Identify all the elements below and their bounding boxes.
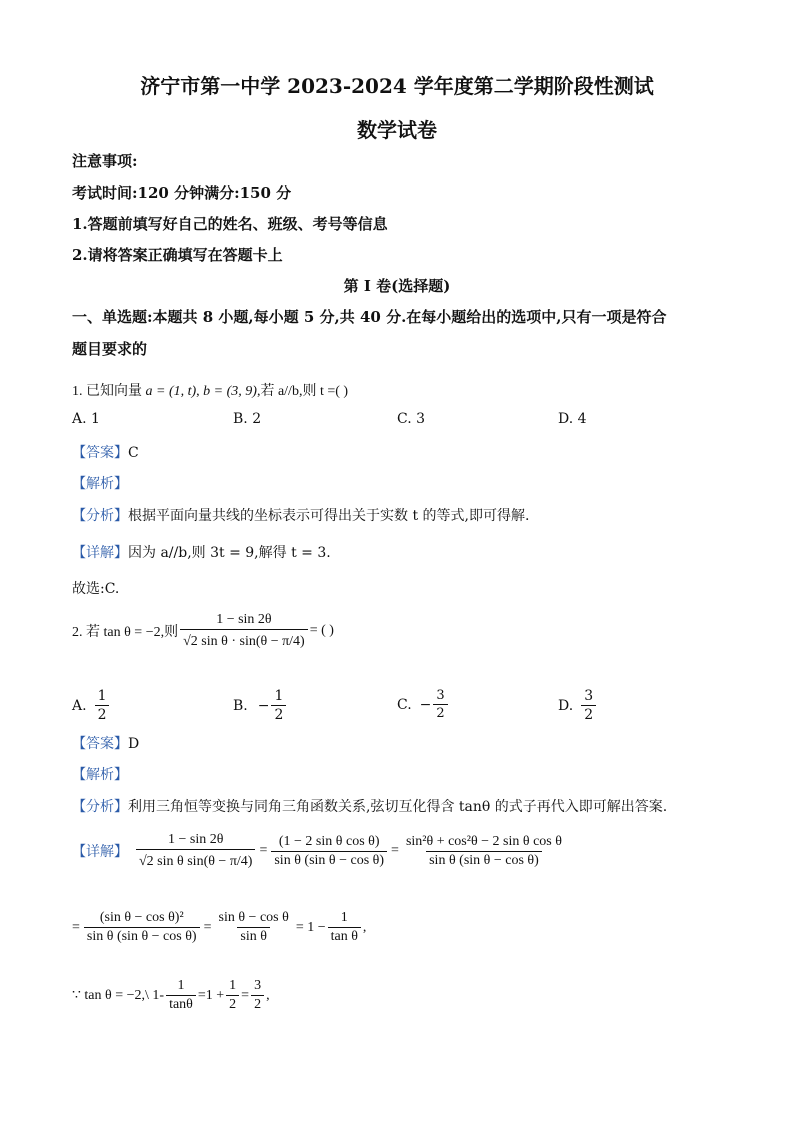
page-title: 济宁市第一中学 2023-2024 学年度第二学期阶段性测试 [140,74,654,98]
q1-sep: , [196,384,200,399]
q2-fenxi-text: 利用三角恒等变换与同角三角函数关系,弦切互化得含 tanθ 的式子再代入即可解出答案. [128,799,668,815]
q2-option-a-num: 1 [97,688,107,704]
q2-step4-fraction [84,910,200,945]
q2-step3-den: sin θ (sin θ − cos θ) [426,851,542,869]
q1-vector-a: a = (1, t) [145,384,197,399]
q2-final-fraction-1 [166,978,196,1013]
q2-answer [72,733,139,753]
q2-option-a-label: A. [72,697,87,714]
q2-fenxi-label: 【分析】 [72,799,128,815]
q1-xiangjie-text: 因为 a//b,则 3t = 9,解得 t = 3. [128,545,331,561]
q2-answer-value: D [128,736,140,752]
q1-xiangjie [72,542,331,562]
q2-final-num3: 3 [254,978,262,993]
q1-option-a: A. 1 [72,411,100,427]
section-instruction-2: 题目要求的 [72,340,148,358]
notes-heading: 注意事项: [72,152,138,170]
q1-fenxi-label: 【分析】 [72,508,128,524]
q2-answer-label: 【答案】 [72,736,128,752]
q2-final-num2: 1 [229,978,237,993]
q2-option-b-fraction [271,688,286,723]
q2-option-a [72,688,111,723]
q1-answer [72,442,139,462]
q2-option-d-fraction [581,688,596,723]
section-title: 第 I 卷(选择题) [343,277,451,295]
q2-derivation-line-2 [72,910,366,945]
q2-step6-prefix: = 1 − [295,919,326,935]
q2-step6-suffix: , [362,919,367,935]
q2-eq-2: = [391,843,399,858]
q2-final-den1: tanθ [166,995,196,1013]
q2-derivation-line-1 [72,832,567,870]
q2-final-suffix: , [266,987,270,1003]
q2-step6-num: 1 [340,910,348,925]
page-subtitle: 数学试卷 [357,118,437,142]
q1-condition: ,若 a//b,则 t =( ) [256,384,349,399]
q2-option-d-num: 3 [584,688,594,704]
q2-option-b-num: 1 [274,688,284,704]
q1-analysis-label: 【解析】 [72,476,128,492]
q1-stem [72,380,348,400]
q1-xiangjie-label: 【详解】 [72,545,128,561]
q2-step1-fraction [136,832,255,870]
q2-stem-denominator: √2 sin θ · sin(θ − π/4) [180,629,308,650]
q2-step6-fraction [328,910,361,945]
q2-step2-num: (1 − 2 sin θ cos θ) [278,833,380,849]
q1-answer-label: 【答案】 [72,445,128,461]
q1-fenxi-text: 根据平面向量共线的坐标表示可得出关于实数 t 的等式,即可得解. [128,508,530,524]
q2-analysis-label: 【解析】 [72,767,128,783]
q2-step2-den: sin θ (sin θ − cos θ) [271,851,387,869]
q2-option-a-fraction [95,688,110,723]
q2-option-c-label: C. [397,696,412,713]
notes-time: 考试时间:120 分钟满分:150 分 [72,184,292,202]
q1-stem-prefix: 1. 已知向量 [72,384,142,399]
q2-stem [72,612,334,650]
q2-eq-3: = [72,919,80,935]
q1-fenxi [72,505,529,525]
q2-step1-num: 1 − sin 2θ [168,832,224,847]
q2-option-d-den: 2 [581,705,596,723]
q2-option-a-den: 2 [95,705,110,723]
q2-step2-fraction [271,834,387,869]
q2-final-den3: 2 [251,995,264,1013]
notes-item-1: 1.答题前填写好自己的姓名、班级、考号等信息 [72,215,388,233]
q2-fenxi [72,796,667,816]
q1-option-c: C. 3 [397,411,426,427]
q2-option-c-sign: − [419,696,432,713]
q2-final-fraction-3 [251,978,264,1013]
q2-step5-den: sin θ [237,927,270,945]
q2-option-d [558,688,598,723]
q1-vector-b: b = (3, 9) [203,384,257,399]
q2-derivation-line-3 [72,978,270,1013]
q2-step5-num: sin θ − cos θ [218,910,289,925]
q2-step3-fraction [403,834,565,869]
q2-final-num1: 1 [177,978,185,993]
q1-option-d: D. 4 [558,411,587,427]
q2-option-c-fraction [433,688,447,721]
q2-step6-den: tan θ [328,927,361,945]
q2-eq-1: = [259,843,268,858]
q1-option-b: B. 2 [233,411,262,427]
q1-conclusion: 故选:C. [72,581,120,597]
q2-option-c-den: 2 [433,704,447,721]
q2-eq-4: = [203,919,212,935]
q2-step4-den: sin θ (sin θ − cos θ) [84,927,200,945]
notes-item-2: 2.请将答案正确填写在答题卡上 [72,246,283,264]
q2-final-fraction-2 [226,978,239,1013]
q2-stem-numerator: 1 − sin 2θ [216,612,272,627]
section-instruction-1: 一、单选题:本题共 8 小题,每小题 5 分,共 40 分.在每小题给出的选项中,只有一项是符合 [72,308,667,326]
q2-option-b-den: 2 [271,705,286,723]
q2-step1-den: √2 sin θ sin(θ − π/4) [136,849,255,870]
q2-final-den2: 2 [226,995,239,1013]
q2-final-mid: =1 + [197,987,225,1003]
q2-step5-fraction [216,910,292,945]
q2-final-prefix: ∵ tan θ = −2,\ 1- [72,988,165,1003]
q2-stem-suffix: = ( ) [309,623,334,638]
q1-answer-value: C [128,445,139,461]
q2-option-d-label: D. [558,697,574,714]
q2-stem-prefix: 2. 若 tan θ = −2,则 [72,625,179,640]
q2-xiangjie-label: 【详解】 [72,845,128,860]
q2-stem-fraction [180,612,308,650]
q2-option-b-sign: − [257,697,270,714]
q2-option-b-label: B. [233,697,248,714]
q2-step4-num: (sin θ − cos θ)² [99,910,184,925]
q2-option-c [397,688,450,721]
q2-step3-num: sin²θ + cos²θ − 2 sin θ cos θ [405,833,562,849]
q2-option-c-num: 3 [436,688,445,703]
q2-final-eq: = [241,987,250,1003]
q2-option-b [233,688,288,723]
